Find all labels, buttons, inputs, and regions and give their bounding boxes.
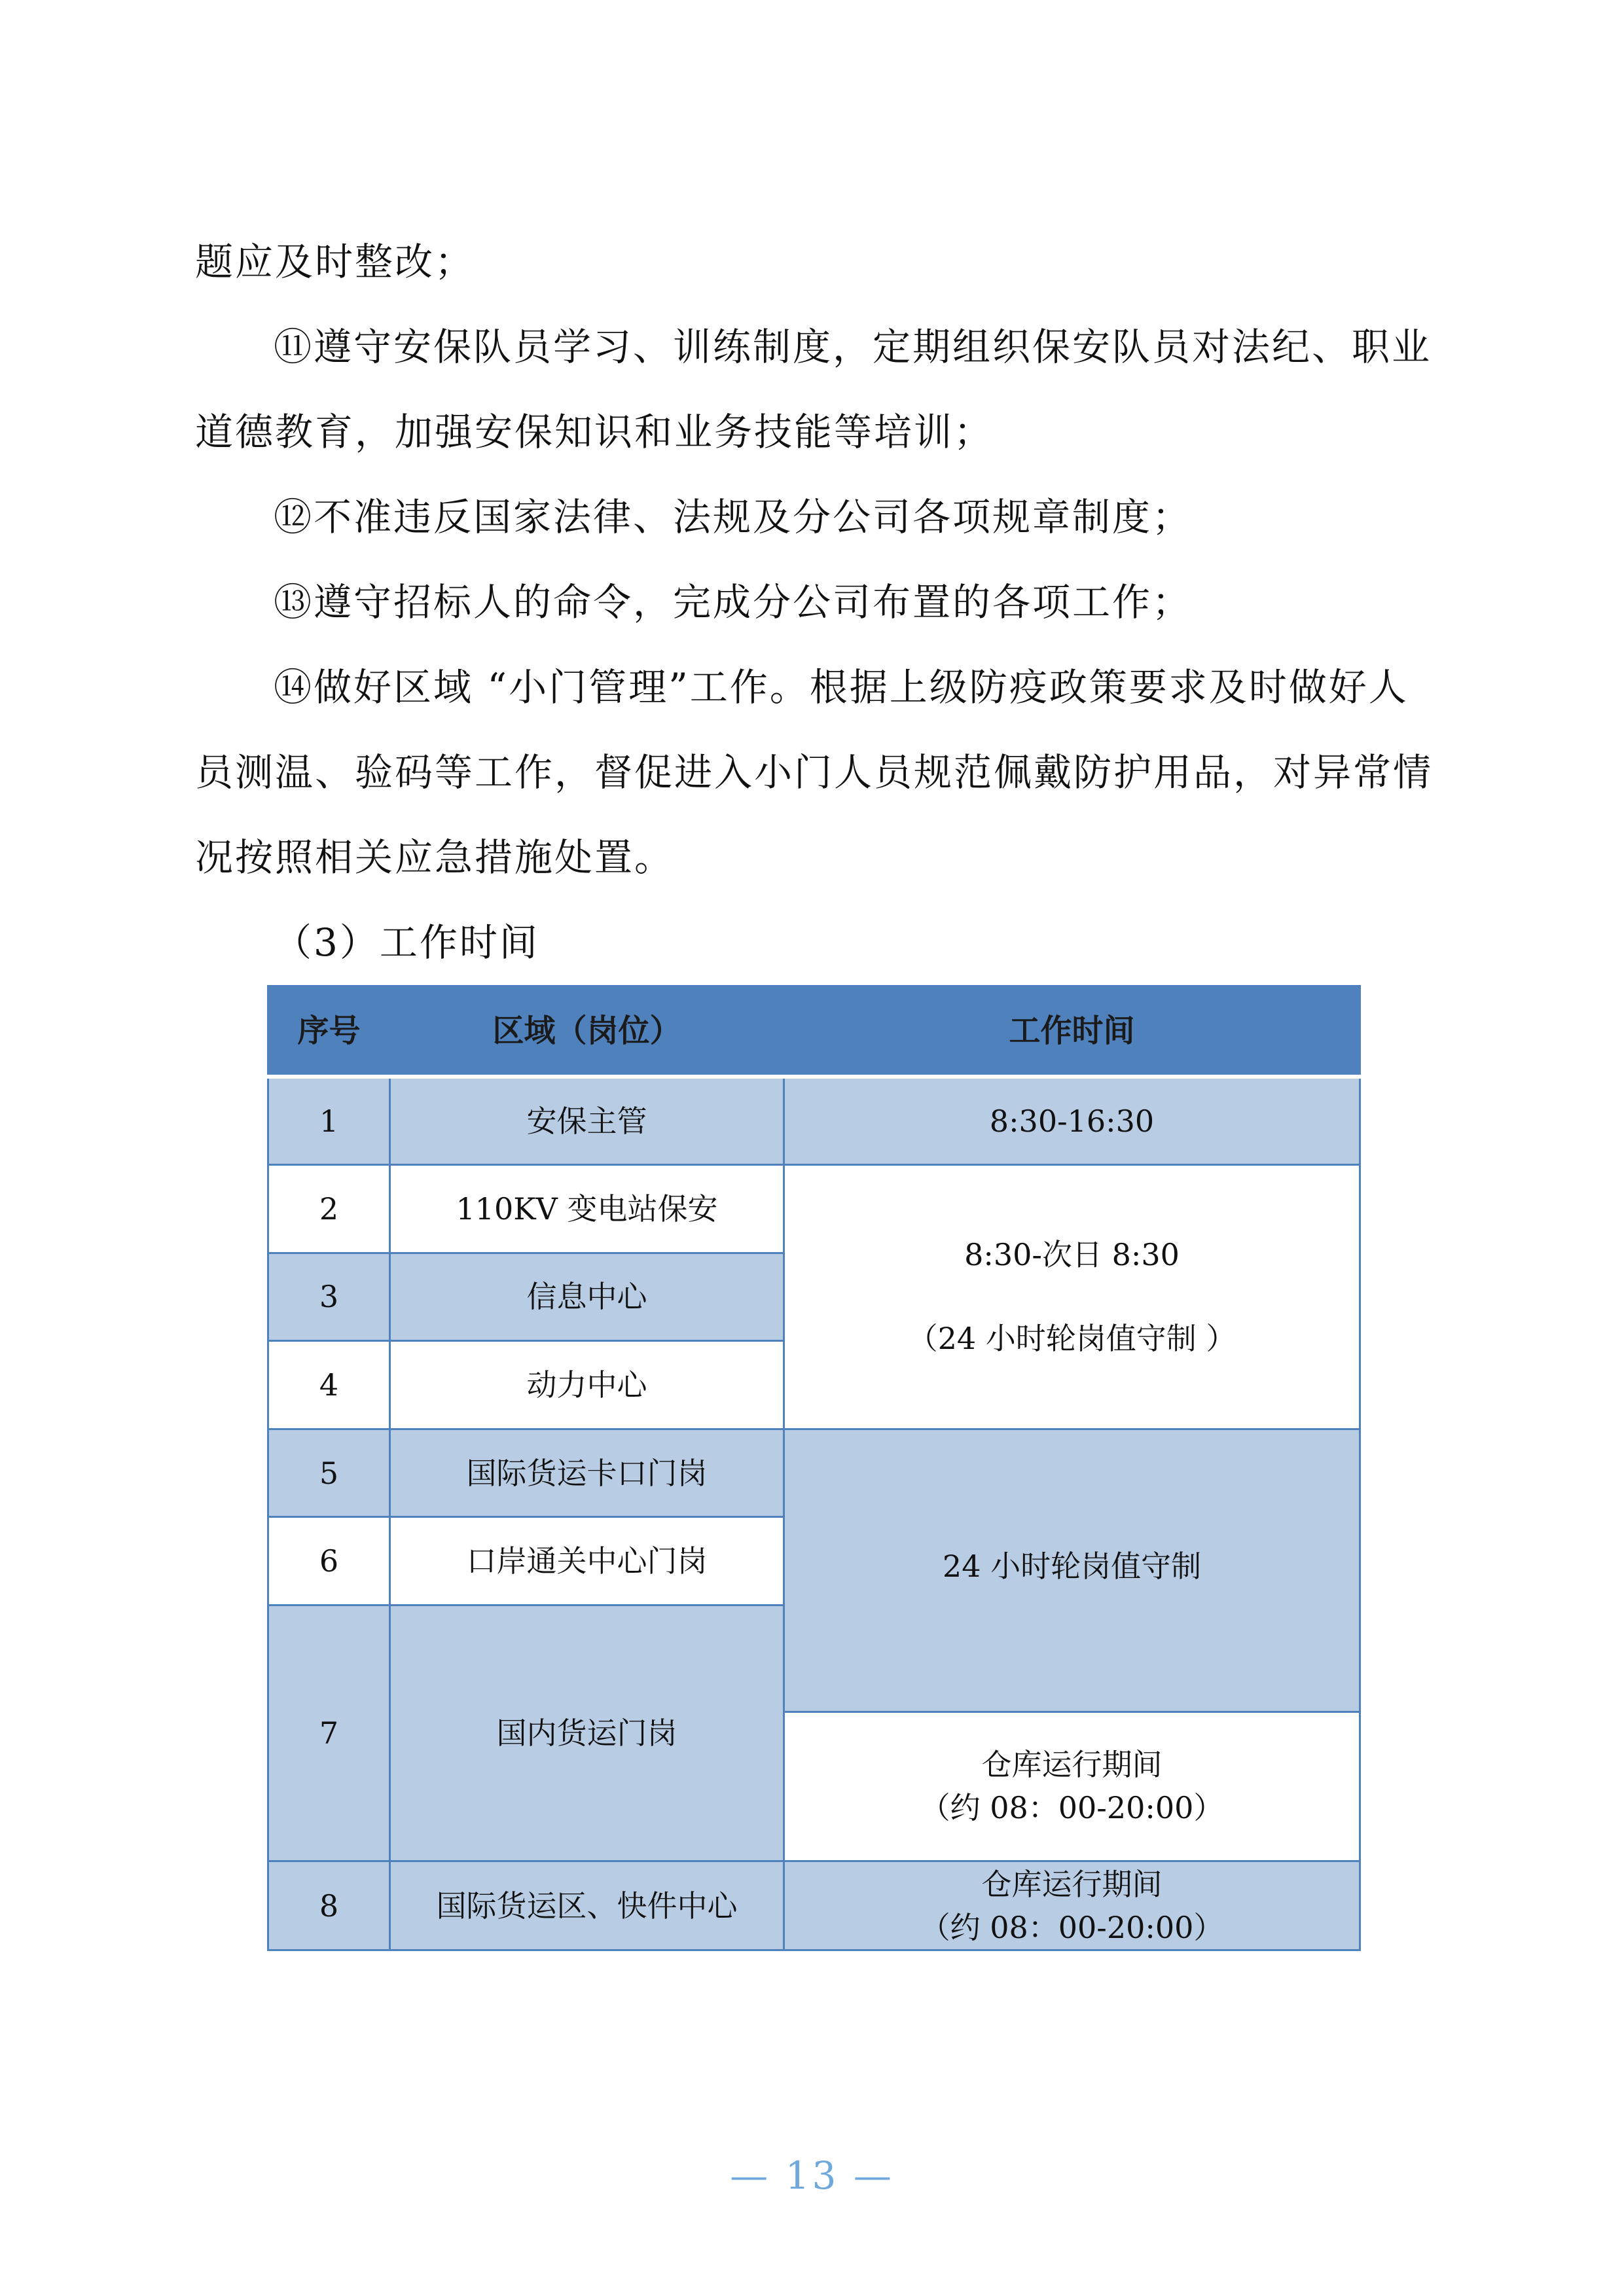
time-line-1: 仓库运行期间 bbox=[981, 1866, 1163, 1902]
row-number: 6 bbox=[268, 1517, 390, 1605]
time-line-1: 8:30-次日 8:30 bbox=[964, 1237, 1180, 1273]
row-area: 信息中心 bbox=[390, 1253, 784, 1341]
row-time bbox=[784, 1861, 1360, 1950]
row-area: 安保主管 bbox=[390, 1077, 784, 1165]
table-row bbox=[268, 1861, 1360, 1950]
row-number: 1 bbox=[268, 1077, 390, 1165]
table-row bbox=[268, 1077, 1360, 1165]
row-area: 国内货运门岗 bbox=[390, 1605, 784, 1861]
row-number: 7 bbox=[268, 1605, 390, 1861]
header-serial-number: 序号 bbox=[268, 986, 390, 1077]
row-time-merged bbox=[784, 1165, 1360, 1429]
row-number: 2 bbox=[268, 1165, 390, 1253]
row-number: 8 bbox=[268, 1861, 390, 1950]
row-area: 动力中心 bbox=[390, 1341, 784, 1429]
row-area: 国际货运卡口门岗 bbox=[390, 1429, 784, 1517]
time-line-1: 仓库运行期间 bbox=[981, 1747, 1163, 1783]
row-area: 110KV 变电站保安 bbox=[390, 1165, 784, 1253]
header-area-post: 区域（岗位） bbox=[390, 986, 784, 1077]
table-header-row bbox=[268, 986, 1360, 1077]
time-line-2: （约 08：00-20:00） bbox=[920, 1909, 1224, 1945]
row-time bbox=[784, 1712, 1360, 1861]
paragraph-item-13: ⑬遵守招标人的命令，完成分公司布置的各项工作； bbox=[274, 580, 1193, 624]
row-number: 4 bbox=[268, 1341, 390, 1429]
time-line-2: （24 小时轮岗值守制 ） bbox=[907, 1321, 1236, 1357]
row-time-merged: 24 小时轮岗值守制 bbox=[784, 1429, 1360, 1712]
paragraph-item-14: ⑭做好区域 “小门管理”工作。根据上级防疫政策要求及时做好人员测温、验码等工作，督促进入小门人员规范佩戴防护用品，对异常情况按照相关应急措施处置。 bbox=[195, 665, 1434, 880]
paragraph-item-12: ⑫不准违反国家法律、法规及分公司各项规章制度； bbox=[274, 495, 1193, 539]
row-number: 3 bbox=[268, 1253, 390, 1341]
work-time-table bbox=[267, 985, 1361, 1951]
row-number: 5 bbox=[268, 1429, 390, 1517]
table-row bbox=[268, 1165, 1360, 1253]
row-time: 8:30-16:30 bbox=[784, 1077, 1360, 1165]
row-area: 国际货运区、快件中心 bbox=[390, 1861, 784, 1950]
paragraph-item-11: ⑪遵守安保队员学习、训练制度，定期组织保安队员对法纪、职业道德教育，加强安保知识和业务技能等培训； bbox=[195, 325, 1432, 454]
time-line-2: （约 08：00-20:00） bbox=[920, 1790, 1224, 1826]
page-number: — 13 — bbox=[730, 2153, 894, 2198]
section-heading-work-time: （3）工作时间 bbox=[274, 920, 539, 965]
row-area: 口岸通关中心门岗 bbox=[390, 1517, 784, 1605]
paragraph-continuation: 题应及时整改； bbox=[195, 240, 475, 284]
header-work-time: 工作时间 bbox=[784, 986, 1360, 1077]
table-row bbox=[268, 1429, 1360, 1517]
